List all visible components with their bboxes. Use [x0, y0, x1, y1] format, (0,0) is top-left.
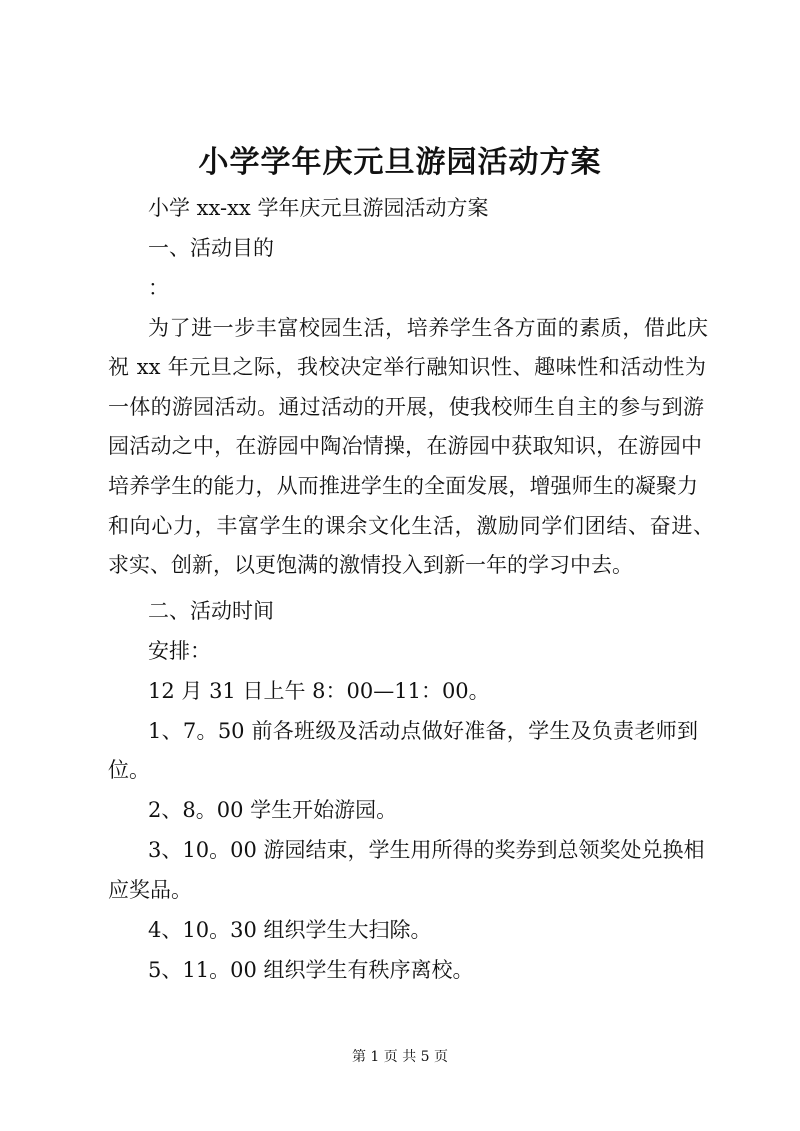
subtitle: 小学 xx-xx 学年庆元旦游园活动方案 — [148, 196, 489, 220]
paragraph-line: 园活动之中，在游园中陶冶情操，在游园中获取知识，在游园中 — [108, 434, 702, 458]
section-heading-time: 二、活动时间 — [148, 599, 274, 623]
schedule-item: 4、10。30 组织学生大扫除。 — [148, 918, 432, 942]
paragraph-line: 求实、创新，以更饱满的激情投入到新一年的学习中去。 — [108, 553, 633, 577]
paragraph-line: 和向心力，丰富学生的课余文化生活，激励同学们团结、奋进、 — [108, 514, 714, 538]
section-heading-purpose: 一、活动目的 — [148, 236, 274, 260]
paragraph-line: 培养学生的能力，从而推进学生的全面发展，增强师生的凝聚力 — [108, 474, 698, 498]
schedule-item: 1、7。50 前各班级及活动点做好准备，学生及负责老师到 — [148, 719, 698, 743]
paragraph-line: 一体的游园活动。通过活动的开展，使我校师生自主的参与到游 — [108, 395, 704, 419]
time-range: 12 月 31 日上午 8：00—11：00。 — [148, 679, 490, 703]
page-number-footer: 第 1 页 共 5 页 — [351, 1049, 449, 1065]
colon-line: ： — [148, 276, 169, 300]
document-title: 小学学年庆元旦游园活动方案 — [198, 145, 602, 180]
schedule-item-continued: 应奖品。 — [108, 878, 192, 902]
paragraph-line: 为了进一步丰富校园生活，培养学生各方面的素质，借此庆 — [148, 316, 708, 340]
schedule-item: 3、10。00 游园结束，学生用所得的奖券到总领奖处兑换相 — [148, 838, 705, 862]
arrangement-label: 安排： — [148, 639, 211, 663]
schedule-item-continued: 位。 — [108, 758, 150, 782]
paragraph-line: 祝 xx 年元旦之际，我校决定举行融知识性、趣味性和活动性为 — [108, 355, 706, 379]
schedule-item: 2、8。00 学生开始游园。 — [148, 798, 398, 822]
schedule-item: 5、11。00 组织学生有秩序离校。 — [148, 958, 474, 982]
